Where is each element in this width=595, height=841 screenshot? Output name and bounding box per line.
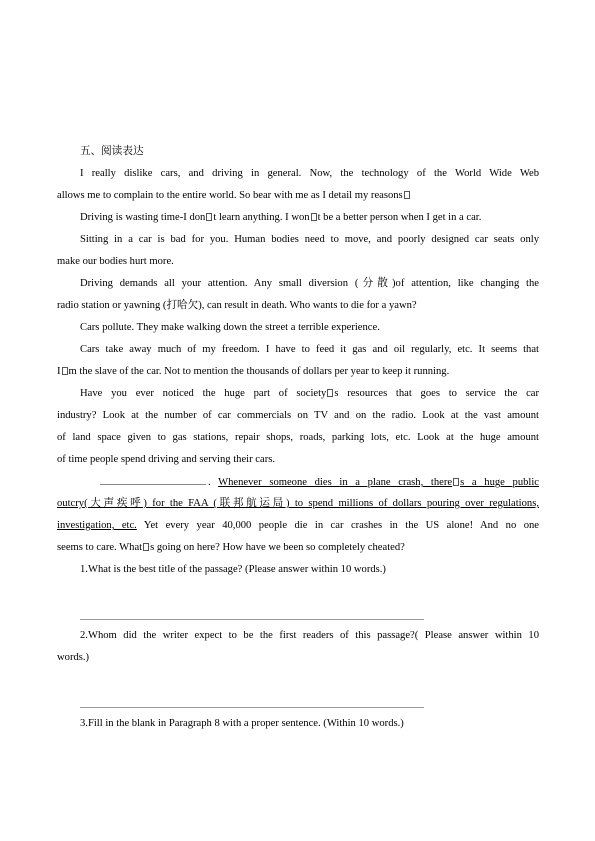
paragraph-1-line-1: I really dislike cars, and driving in general. Now, the technology of the World Wide Web — [80, 168, 539, 179]
paragraph-4-line-2: radio station or yawning (打哈欠), can result in death. Who wants to die for a yawn? — [57, 300, 417, 311]
paragraph-4-line-1: Driving demands all your attention. Any small diversion (分散)of attention, like changing the — [80, 278, 539, 289]
missing-glyph-box — [453, 478, 459, 486]
missing-glyph-box — [206, 213, 212, 221]
missing-glyph-box — [311, 213, 317, 221]
paragraph-7-part-b: s resources that goes to service the car — [334, 388, 539, 399]
paragraph-3-line-1: Sitting in a car is bad for you. Human bodies need to move, and poorly designed car seats only — [80, 234, 539, 245]
paragraph-8-part-a: . — [208, 477, 219, 488]
paragraph-2-part-c: t be a better person when I get in a car. — [317, 212, 482, 223]
paragraph-8-line-1 — [100, 475, 539, 490]
question-3: 3.Fill in the blank in Paragraph 8 with a proper sentence. (Within 10 words.) — [80, 718, 404, 729]
paragraph-6-part-a: I — [57, 366, 61, 377]
question-2-line-1: 2.Whom did the writer expect to be the first readers of this passage?( Please answer within 10 — [80, 630, 539, 641]
paragraph-3-line-2: make our bodies hurt more. — [57, 256, 174, 267]
paragraph-8-line-3 — [57, 519, 539, 533]
paragraph-8-underlined-a — [218, 477, 539, 488]
answer-line-2[interactable] — [80, 707, 424, 708]
answer-line-1[interactable] — [80, 619, 424, 620]
paragraph-8-part-c: s a huge public — [460, 477, 540, 488]
paragraph-7-part-a: Have you ever noticed the huge part of society — [80, 388, 327, 399]
paragraph-1-text: allows me to complain to the entire world. So bear with me as I detail my reasons — [57, 190, 403, 201]
paragraph-6-line-1: Cars take away much of my freedom. I have to feed it gas and oil regularly, etc. It seems that — [80, 344, 539, 355]
paragraph-8-part-b: Whenever someone dies in a plane crash, there — [218, 477, 453, 488]
fill-in-blank[interactable] — [100, 475, 206, 485]
paragraph-2-part-a: Driving is wasting time-I don — [80, 212, 206, 223]
paragraph-8-line-4 — [57, 541, 405, 555]
paragraph-6-part-b: m the slave of the car. Not to mention the thousands of dollars per year to keep it running. — [68, 366, 450, 377]
paragraph-7-line-1 — [80, 387, 539, 401]
paragraph-2 — [80, 211, 481, 225]
paragraph-6-line-2 — [57, 365, 449, 379]
question-1: 1.What is the best title of the passage? (Please answer within 10 words.) — [80, 564, 386, 575]
paragraph-1-line-2 — [57, 189, 411, 203]
question-2-line-2: words.) — [57, 652, 90, 663]
paragraph-8-part-e: seems to care. What — [57, 542, 143, 553]
paragraph-8-line-2: outcry(大声疾呼) for the FAA (联邦航运局) to spend millions of dollars pouring over regulations, — [57, 498, 539, 509]
section-title: 五、阅读表达 — [80, 146, 144, 157]
missing-glyph-box — [143, 543, 149, 551]
missing-glyph-box — [327, 389, 333, 397]
paragraph-8-underlined-b: investigation, etc. — [57, 520, 137, 531]
missing-glyph-box — [404, 191, 410, 199]
paragraph-7-line-4: of time people spend driving and serving their cars. — [57, 454, 275, 465]
paragraph-2-part-b: t learn anything. I won — [213, 212, 310, 223]
missing-glyph-box — [62, 367, 68, 375]
paragraph-7-line-2: industry? Look at the number of car commercials on TV and on the radio. Look at the vast amount — [57, 410, 539, 421]
paragraph-5: Cars pollute. They make walking down the street a terrible experience. — [80, 322, 380, 333]
paragraph-8-part-f: s going on here? How have we been so completely cheated? — [150, 542, 405, 553]
paragraph-7-line-3: of land space given to gas stations, repair shops, roads, parking lots, etc. Look at the huge amount — [57, 432, 539, 443]
paragraph-8-part-d: Yet every year 40,000 people die in car crashes in the US alone! And no one — [136, 520, 539, 531]
